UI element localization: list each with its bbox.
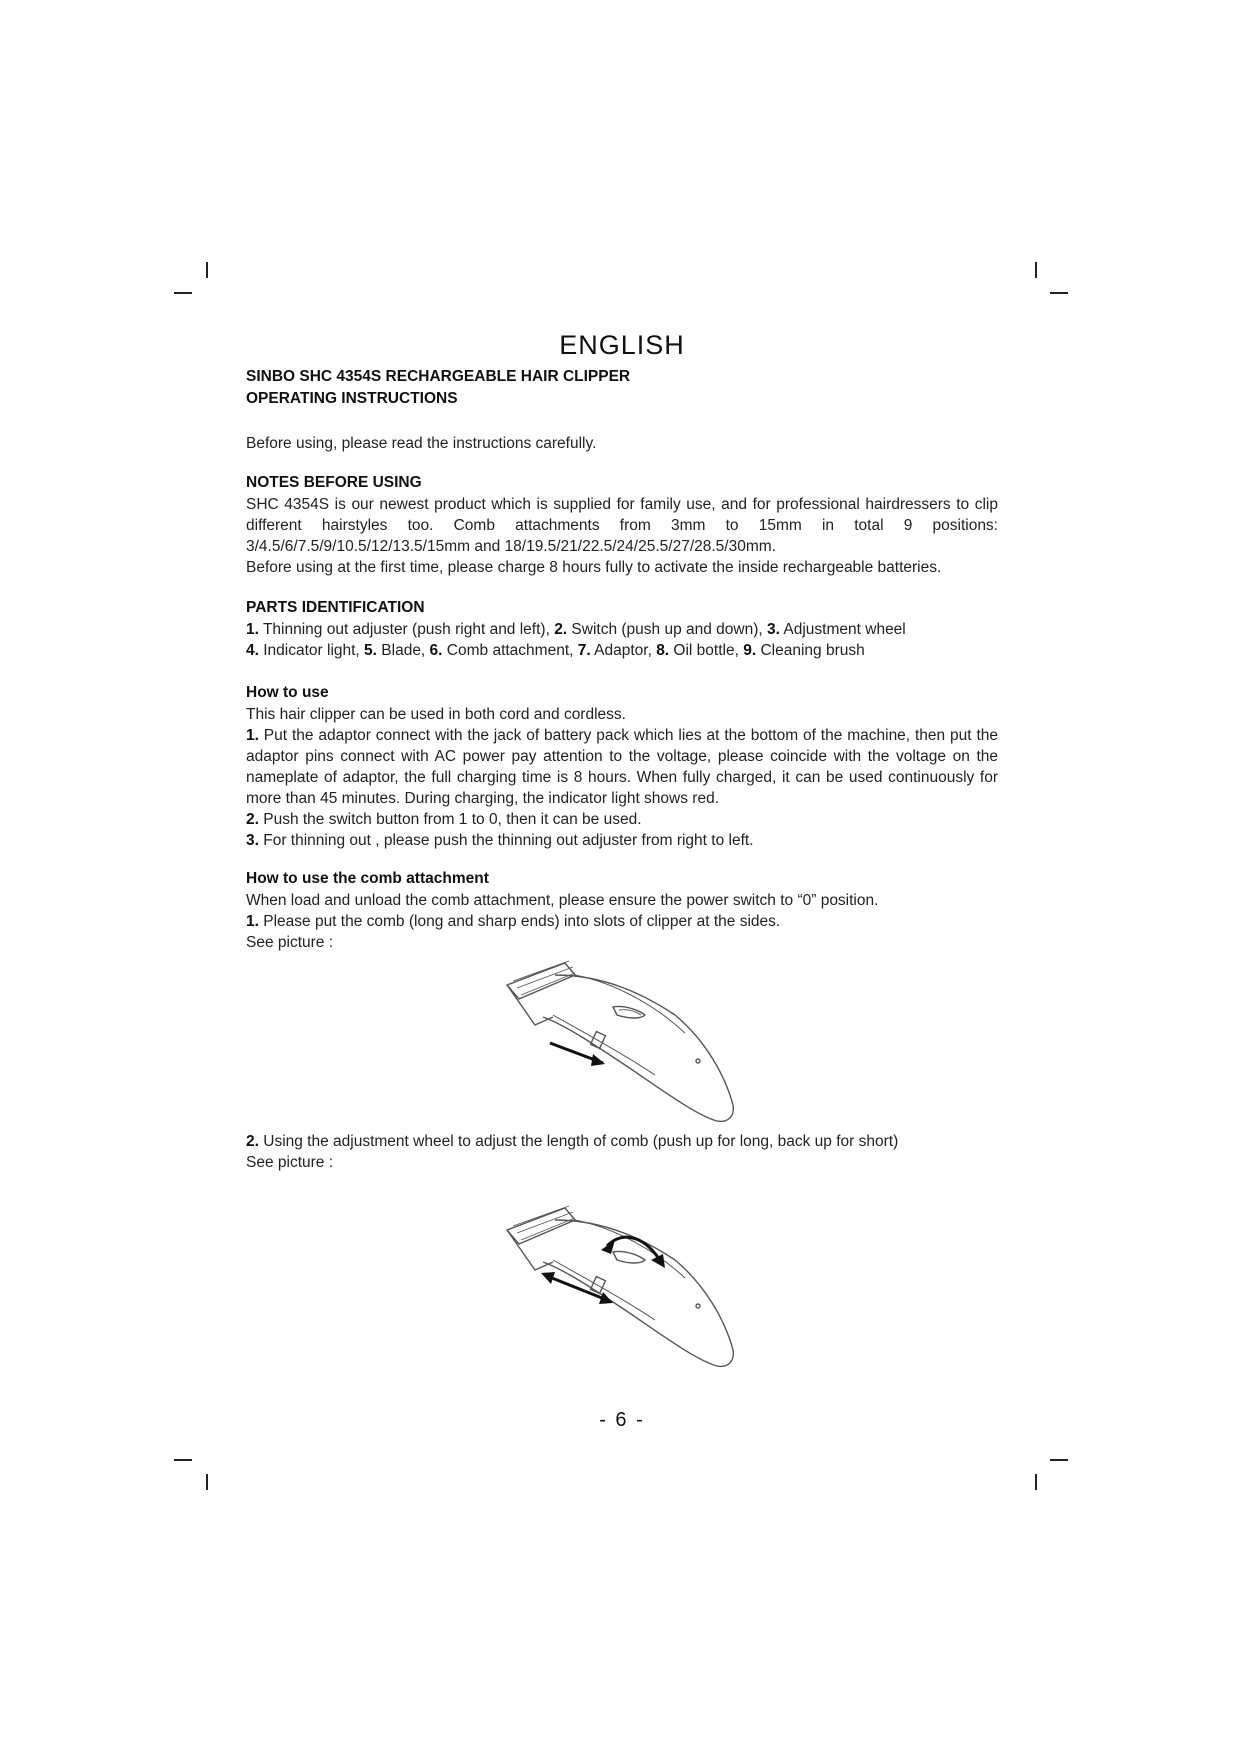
step-number: 2.	[246, 1133, 259, 1150]
notes-section	[246, 472, 998, 578]
title-block	[246, 366, 998, 410]
crop-mark	[1050, 292, 1068, 294]
clipper-illustration-1	[495, 955, 755, 1130]
part-label: Switch (push up and down),	[567, 621, 768, 638]
part-label: Indicator light,	[258, 642, 365, 659]
see-picture-label: See picture :	[246, 934, 334, 951]
part-number: 5.	[364, 642, 377, 659]
crop-mark	[206, 262, 208, 278]
crop-mark	[1035, 262, 1037, 278]
part-label: Adjustment wheel	[779, 621, 906, 638]
step-number: 2.	[246, 811, 259, 828]
parts-line	[246, 619, 998, 640]
step-text: Put the adaptor connect with the jack of battery pack which lies at the bottom of the machine, then put the adaptor pins connect with AC power pay attention to the voltage, please coincide with the voltage on the nameplate of adaptor, the full charging time is 8 hours. When fully charged, it can be used continuously for more than 45 minutes. During charging, the indicator light shows red.	[246, 727, 998, 807]
crop-mark	[174, 1459, 192, 1461]
intro-text: Before using, please read the instructions carefully.	[246, 435, 597, 452]
arrow-icon	[607, 1237, 661, 1262]
step-text: Using the adjustment wheel to adjust the length of comb (push up for long, back up for short)	[258, 1133, 899, 1150]
part-number: 1.	[246, 621, 259, 638]
part-number: 8.	[656, 642, 670, 659]
comb-section	[246, 868, 998, 953]
comb-step	[246, 911, 998, 932]
part-label: Blade,	[376, 642, 430, 659]
part-label: Thinning out adjuster (push right and left),	[258, 621, 555, 638]
step-number: 1.	[246, 727, 259, 744]
step-number: 1.	[246, 913, 259, 930]
part-number: 2.	[554, 621, 568, 638]
parts-heading: PARTS IDENTIFICATION	[246, 599, 425, 616]
part-number: 7.	[577, 642, 591, 659]
part-label: Cleaning brush	[756, 642, 865, 659]
how-to-use-section	[246, 682, 998, 851]
part-label: Oil bottle,	[669, 642, 744, 659]
part-number: 9.	[743, 642, 757, 659]
language-heading: ENGLISH	[559, 330, 685, 360]
doc-title: OPERATING INSTRUCTIONS	[246, 390, 458, 407]
notes-paragraph: SHC 4354S is our newest product which is supplied for family use, and for professional hairdressers to clip different hairstyles too. Comb attachments from 3mm to 15mm in total 9 positions: 3/4.5/6/7.5/9/10.5/12/13.5/15mm and 18/19.5/21/22.5/24/25.5/27/28.5/30mm.	[246, 496, 998, 555]
crop-mark	[1050, 1459, 1068, 1461]
step-number: 3.	[246, 832, 259, 849]
comb-step	[246, 1131, 998, 1152]
how-to-use-heading: How to use	[246, 684, 329, 701]
part-label: Comb attachment,	[442, 642, 578, 659]
product-title: SINBO SHC 4354S RECHARGEABLE HAIR CLIPPER	[246, 368, 631, 385]
clipper-illustration-2	[495, 1200, 755, 1380]
see-picture-label: See picture :	[246, 1154, 334, 1171]
part-label: Adaptor,	[590, 642, 657, 659]
page-number: - 6 -	[599, 1409, 645, 1431]
step-text: Push the switch button from 1 to 0, then it can be used.	[258, 811, 642, 828]
step-text: Please put the comb (long and sharp ends) into slots of clipper at the sides.	[258, 913, 781, 930]
notes-heading: NOTES BEFORE USING	[246, 474, 422, 491]
step-text: For thinning out , please push the thinning out adjuster from right to left.	[258, 832, 754, 849]
crop-mark	[1035, 1474, 1037, 1490]
how-to-use-step	[246, 830, 998, 851]
crop-mark	[174, 292, 192, 294]
how-to-use-intro: This hair clipper can be used in both cord and cordless.	[246, 706, 626, 723]
how-to-use-step	[246, 809, 998, 830]
comb-intro: When load and unload the comb attachment, please ensure the power switch to “0” position.	[246, 892, 879, 909]
comb-heading: How to use the comb attachment	[246, 870, 489, 887]
parts-section	[246, 597, 998, 661]
part-number: 4.	[246, 642, 259, 659]
part-number: 6.	[429, 642, 443, 659]
comb-step-2-block	[246, 1131, 998, 1173]
notes-charge-paragraph: Before using at the first time, please charge 8 hours fully to activate the inside rechargeable batteries.	[246, 559, 942, 576]
how-to-use-step	[246, 725, 998, 809]
crop-mark	[206, 1474, 208, 1490]
part-number: 3.	[767, 621, 780, 638]
parts-line	[246, 640, 998, 661]
